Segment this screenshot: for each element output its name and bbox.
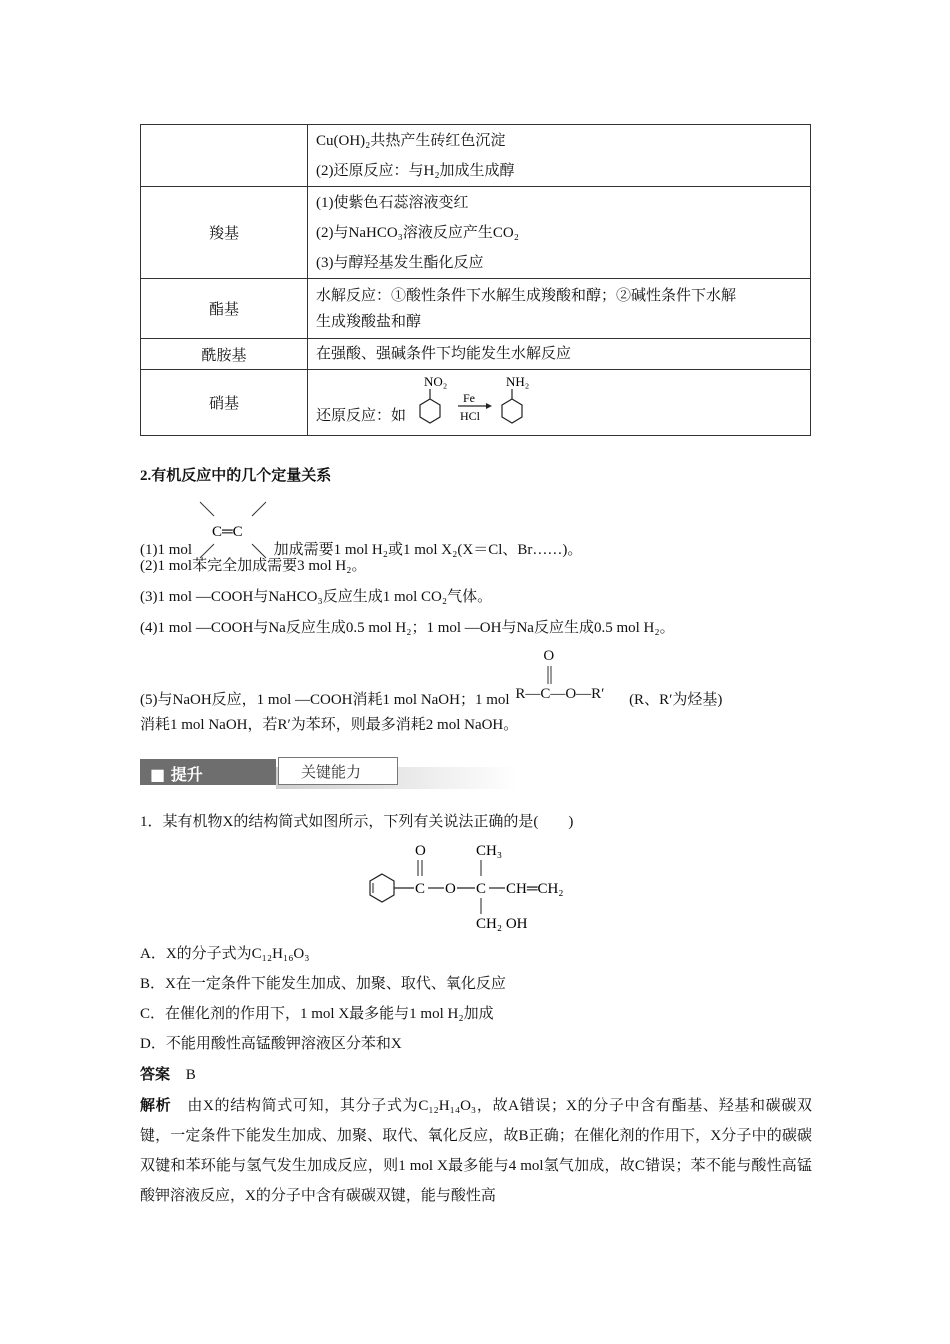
- rule-item-4: (4)1 mol —COOH与Na反应生成0.5 mol H₂；1 mol —OH与Na反应生成0.5 mol H₂。: [140, 620, 675, 636]
- group-name-cell: 酰胺基: [141, 339, 308, 370]
- explanation-label: 解析: [140, 1098, 172, 1114]
- option-b: B．X在一定条件下能发生加成、加聚、取代、氧化反应: [140, 976, 506, 992]
- table-row: [141, 187, 811, 279]
- nitro-label: NO₂: [424, 374, 448, 389]
- nitrobenzene-reduction-scheme: [408, 372, 538, 434]
- reagent-hcl: HCl: [460, 409, 481, 423]
- table-row: [141, 370, 811, 436]
- benzene-ring: [420, 399, 440, 423]
- banner-dark-label: ■ 提升: [150, 765, 203, 784]
- amino-label: NH₂: [506, 374, 530, 389]
- banner-light: [278, 757, 398, 785]
- banner-dark: [140, 759, 276, 785]
- answer-label: 答案: [140, 1067, 171, 1083]
- option-a: A．X的分子式为C₁₂H₁₆O₃: [140, 946, 310, 962]
- table-row: [141, 125, 811, 187]
- atom-o: O: [445, 881, 456, 897]
- rule-text: (R、R′为烃基): [629, 692, 723, 708]
- atom-c: C: [415, 881, 426, 897]
- ester-structure: [513, 648, 625, 704]
- group-property-cell: [308, 125, 811, 187]
- question-stem: 1．某有机物X的结构简式如图所示，下列有关说法正确的是( ): [140, 814, 574, 830]
- group-property-cell: [308, 279, 811, 339]
- group-name-cell: 硝基: [141, 370, 308, 436]
- rule-text: (5)与NaOH反应，1 mol —COOH消耗1 mol NaOH；1 mol: [140, 692, 510, 708]
- property-line: Cu(OH)₂共热产生砖红色沉淀: [316, 132, 506, 149]
- explanation-text: 由X的结构简式可知，其分子式为C₁₂H₁₄O₃，故A错误；X的分子中含有酯基、羟基和碳碳双键，一定条件下能发生加成、加聚、取代、氧化反应，故B正确；在催化剂的作用下，X分子中的碳碳双键和苯环能与氢气发生加成反应，则1 mol X最多能与4 mol氢气加成，故C错误；苯不能与酸性高锰酸钾溶液反应，X的分子中含有碳碳双键，能与酸性高: [140, 1098, 812, 1204]
- double-bond-mark: [545, 666, 553, 684]
- banner-light-label: 关键能力: [301, 763, 362, 781]
- property-line: (2)与NaHCO₃溶液反应产生CO₂: [316, 224, 519, 241]
- group-name-cell: 酯基: [141, 279, 308, 339]
- methyl-label: CH₃: [476, 843, 503, 859]
- property-line: (3)与醇羟基发生酯化反应: [316, 254, 484, 271]
- property-line: (1)使紫色石蕊溶液变红: [316, 194, 469, 211]
- answer-line: [140, 1065, 196, 1085]
- atom-c: C: [476, 881, 487, 897]
- rule-item-3: (3)1 mol —COOH与NaHCO₃反应生成1 mol CO₂气体。: [140, 589, 493, 605]
- option-c: C．在催化剂的作用下，1 mol X最多能与1 mol H₂加成: [140, 1006, 494, 1022]
- group-property-cell: [308, 187, 811, 279]
- hydroxymethyl-label: CH₂ OH: [476, 916, 528, 932]
- compound-x-structure: [360, 838, 600, 938]
- table-row: [141, 339, 811, 370]
- benzene-ring: [370, 874, 394, 902]
- section-banner: [140, 753, 518, 789]
- rule-text: (1)1 mol: [140, 542, 193, 558]
- alkene-label: C═C: [211, 524, 243, 540]
- answer-value: B: [185, 1067, 196, 1083]
- property-line: 还原反应：如: [316, 408, 407, 424]
- rule-item-5: [140, 648, 812, 710]
- property-line: (2)还原反应：与H₂加成生成醇: [316, 162, 515, 179]
- group-name-cell: 羧基: [141, 187, 308, 279]
- atom-o: O: [415, 843, 426, 859]
- functional-group-table: [140, 124, 811, 436]
- group-name-cell: [141, 125, 308, 187]
- explanation: [140, 1091, 812, 1211]
- section-heading: 2.有机反应中的几个定量关系: [140, 468, 332, 484]
- ester-carbonyl-o: O: [543, 648, 555, 664]
- property-line: 水解反应：①酸性条件下水解生成羧酸和醇；②碱性条件下水解: [316, 287, 737, 304]
- property-line: 生成羧酸盐和醇: [316, 313, 422, 330]
- group-property-cell: [308, 370, 811, 436]
- reagent-fe: Fe: [463, 391, 475, 405]
- group-property-cell: [308, 339, 811, 370]
- ester-label: R—C—O—R′: [515, 686, 605, 702]
- rule-item-2: (2)1 mol苯完全加成需要3 mol H₂。: [140, 558, 367, 574]
- property-line: 在强酸、强碱条件下均能发生水解反应: [316, 346, 572, 362]
- option-d: D．不能用酸性高锰酸钾溶液区分苯和X: [140, 1036, 402, 1052]
- rule-text: 加成需要1 mol H₂或1 mol X₂(X＝Cl、Br……)。: [273, 542, 583, 558]
- benzene-ring: [502, 399, 522, 423]
- table-row: [141, 279, 811, 339]
- rule-item-5-cont: 消耗1 mol NaOH，若R′为苯环，则最多消耗2 mol NaOH。: [140, 717, 519, 733]
- vinyl-label: CH═CH₂: [506, 881, 564, 897]
